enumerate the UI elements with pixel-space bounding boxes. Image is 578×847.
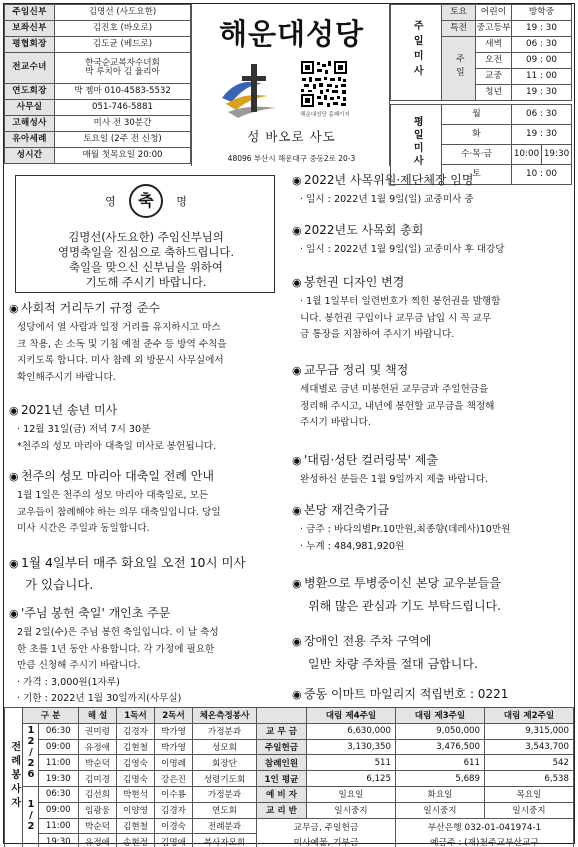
server-name: 박현석 (117, 786, 155, 802)
mass-time: 06 : 30 (512, 37, 572, 53)
server-name: 유정애 (79, 739, 117, 755)
saturday-label: 토요 (442, 5, 476, 21)
notice-candle-order (9, 605, 285, 708)
finance-value: 3,130,350 (307, 739, 396, 755)
servers-side-label: 전례봉사자 (5, 708, 23, 847)
mass-name: 청년 (476, 85, 512, 101)
finance-value: 542 (485, 755, 574, 771)
bullet-icon: ◉ (9, 470, 19, 483)
announcement-line: 기도해 주시기 바랍니다. (85, 275, 207, 289)
staff-label: 평협회장 (5, 37, 55, 53)
account-info: 부산은행 032-01-041974-1 (396, 818, 574, 834)
finance-label: 주일헌금 (257, 739, 307, 755)
finance-value: 6,538 (485, 771, 574, 787)
notice-appointment (292, 172, 574, 209)
server-name: 김명숙 (117, 771, 155, 787)
notice-general-meeting (292, 222, 574, 259)
notice-parking (292, 630, 574, 675)
church-logo-icon (218, 62, 282, 120)
col-header: 대림 제2주일 (485, 708, 574, 724)
notice-line: · 1월 1일부터 일련번호가 찍힌 봉헌권을 발행합 (300, 296, 501, 307)
staff-value: 미사 전 30분간 (55, 116, 191, 132)
notice-title: '대림·성탄 컬러링북' 제출 (304, 453, 438, 467)
finance-label: 교 리 반 (257, 802, 307, 818)
server-name: 김경자 (155, 802, 193, 818)
server-name: 김명애 (155, 834, 193, 847)
patron-saint: 성 바오로 사도 (247, 129, 336, 144)
notice-emart-mileage (292, 686, 574, 703)
col-header: 대림 제3주일 (396, 708, 485, 724)
bible-status: 일시중지 (485, 802, 574, 818)
staff-label: 고해성사 (5, 116, 55, 132)
mass-time: 19 : 30 (512, 21, 572, 37)
qr-caption: 해운대성당 홈페이지 (300, 112, 350, 118)
notice-line: 정리해 주시고, 내년에 봉헌할 교무금을 책정해 (300, 400, 495, 412)
mass-time: 11 : 00 (512, 69, 572, 85)
notice-title: 교무금 정리 및 책정 (304, 363, 409, 377)
staff-label: 성시간 (5, 148, 55, 164)
server-name: 김선희 (79, 786, 117, 802)
server-group: 가정분과 (193, 786, 257, 802)
server-group: 전례분과 (193, 818, 257, 834)
mass-schedule-table (390, 4, 572, 185)
prep-day: 일요일 (307, 786, 396, 802)
col-header: 2독서 (155, 708, 193, 724)
notice-title-cont: 위해 많은 관심과 기도 부탁드립니다. (308, 599, 501, 613)
bullet-icon: ◉ (9, 557, 19, 570)
church-name: 해운대성당 (218, 17, 365, 51)
prep-day: 화요일 (396, 786, 485, 802)
church-address: 48096 부산시 해운대구 중동2로 20-3 (227, 154, 356, 163)
staff-value (55, 53, 191, 84)
mass-name: 교중 (476, 69, 512, 85)
finance-label: 1인 평균 (257, 771, 307, 787)
server-name: 박가영 (155, 739, 193, 755)
bullet-icon: ◉ (292, 364, 302, 377)
finance-label: 참례인원 (257, 755, 307, 771)
account-holder: 예금주 : (재)천주교부산교구 (396, 834, 574, 847)
notice-line: · 금주 : 바다의별Pr.10만원,최종향(데레사)10만원 (300, 524, 511, 535)
notice-title-cont: 일반 차량 주차를 절대 금합니다. (308, 657, 478, 671)
notice-title: 천주의 성모 마리아 대축일 전례 안내 (21, 469, 214, 483)
account-label: 교무금, 주일헌금 (257, 818, 396, 834)
notice-line: · 누계 : 484,981,920원 (300, 540, 405, 552)
mass-time: 09 : 00 (512, 53, 572, 69)
staff-label: 보좌신부 (5, 21, 55, 37)
staff-value: 김도균 (베드로) (55, 37, 191, 53)
sister-order: 한국순교복자수녀회 (85, 57, 160, 68)
notice-line: 2월 2일(수)은 주님 봉헌 축일입니다. 이 날 축성 (17, 627, 219, 638)
sunday-mass-label: 주일미사 (391, 5, 442, 101)
notice-line: 니다. 봉헌권 구입이나 교무금 납입 시 꼭 교무 (300, 312, 492, 324)
time-cell: 09:00 (38, 802, 79, 818)
time-cell: 11:00 (38, 818, 79, 834)
time-cell: 06:30 (38, 786, 79, 802)
bible-status: 일시중지 (307, 802, 396, 818)
notice-title: 2021년 송년 미사 (21, 403, 118, 417)
seal-left-char: 영 (105, 195, 116, 208)
server-name: 박순덕 (79, 755, 117, 771)
date-cell: 12/26 (23, 723, 39, 786)
col-header: 대림 제4주일 (307, 708, 396, 724)
notice-line: 주시기 바랍니다. (300, 417, 371, 428)
server-group: 성령기도회 (193, 771, 257, 787)
server-name: 김영숙 (117, 755, 155, 771)
notice-title: 2022년도 사목회 총회 (304, 223, 424, 237)
notice-line: · 가격 : 3,000원(1자루) (17, 676, 120, 688)
weekday-mass-label: 평일미사 (391, 105, 442, 185)
mass-name: 새벽 (476, 37, 512, 53)
staff-value: 김진호 (바오로) (55, 21, 191, 37)
notice-title: 2022년 사목위원·제단체장 임명 (304, 173, 474, 187)
staff-label: 주임신부 (5, 5, 55, 21)
notice-year-end-mass (9, 402, 285, 455)
notice-title-cont: 가 있습니다. (25, 577, 94, 592)
staff-value: 토요일 (2주 전 신청) (55, 132, 191, 148)
announcement-line: 영명축일을 진심으로 축하드립니다. (58, 245, 234, 259)
staff-label: 사무실 (5, 100, 55, 116)
notice-title: 사회적 거리두기 규정 준수 (21, 301, 160, 315)
finance-label: 예 비 자 (257, 786, 307, 802)
mass-time: 10:00 (512, 145, 542, 165)
server-name: 김경자 (117, 723, 155, 739)
notice-line: 1월 1일은 천주의 성모 마리아 대축일로, 모든 (17, 490, 209, 501)
time-cell: 09:00 (38, 739, 79, 755)
bullet-icon: ◉ (9, 302, 19, 315)
finance-value: 9,315,000 (485, 723, 574, 739)
server-name: 이양영 (117, 802, 155, 818)
mass-time: 19 : 30 (512, 85, 572, 101)
date-cell: 1/2 (23, 786, 39, 847)
staff-value: 051-746-5881 (55, 100, 191, 116)
announcement-line: 축일을 맞으신 신부님을 위하여 (69, 260, 223, 274)
seal-center-char: 축 (129, 184, 163, 218)
server-name: 강은진 (155, 771, 193, 787)
server-group: 가정분과 (193, 723, 257, 739)
notice-prayer-sick (292, 572, 574, 617)
notice-title: 장애인 전용 주차 구역에 (304, 634, 432, 648)
announcement-line: 김명선(사도요한) 주임신부님의 (68, 230, 224, 244)
notice-title: '주님 봉헌 축일' 개인초 주문 (21, 606, 171, 620)
finance-value: 611 (396, 755, 485, 771)
finance-label: 교 무 금 (257, 723, 307, 739)
bullet-icon: ◉ (292, 174, 302, 187)
notice-title: 봉헌권 디자인 변경 (304, 275, 405, 289)
mass-time: 06 : 30 (512, 105, 572, 125)
server-group: 성모회 (193, 739, 257, 755)
notice-title: 1월 4일부터 매주 화요일 오전 10시 미사 (21, 555, 246, 570)
server-name: 김미경 (79, 771, 117, 787)
server-name: 임광웅 (79, 802, 117, 818)
notice-offering-design (292, 274, 574, 344)
time-cell: 11:00 (38, 755, 79, 771)
notice-line: 만큼 신청해 주시기 바랍니다. (17, 660, 141, 671)
notice-title: 병환으로 투병중이신 본당 교우분들을 (304, 576, 501, 590)
bullet-icon: ◉ (292, 577, 302, 590)
notice-line: 교우들이 참례해야 하는 의무 대축일입니다. 당일 (17, 506, 221, 518)
qr-code-icon[interactable] (300, 60, 348, 108)
mass-day: 수·목·금 (442, 145, 512, 165)
notice-distancing (9, 300, 285, 386)
bullet-icon: ◉ (292, 635, 302, 648)
staff-value: 박 젬마 010-4583-5532 (55, 84, 191, 100)
mass-day: 화 (442, 125, 512, 145)
col-header: 체온측정봉사 (193, 708, 257, 724)
mass-name: 오전 (476, 53, 512, 69)
notice-rebuild-fund (292, 502, 574, 555)
server-name: 유정애 (79, 834, 117, 847)
server-name: 권미령 (79, 723, 117, 739)
sunday-sub-label: 주일 (442, 37, 476, 101)
notice-line: · 기한 : 2022년 1월 30일까지(사무실) (17, 693, 182, 704)
notice-tuesday-mass (9, 552, 285, 595)
server-name: 송현정 (117, 834, 155, 847)
server-group: 연도회 (193, 802, 257, 818)
time-cell: 19:30 (38, 771, 79, 787)
col-header: 해 설 (79, 708, 117, 724)
mass-time: 19 : 30 (512, 125, 572, 145)
col-header (257, 708, 307, 724)
notice-solemnity (9, 468, 285, 538)
finance-value: 6,125 (307, 771, 396, 787)
bullet-icon: ◉ (9, 607, 19, 620)
account-label: 미사예물, 기부금 (257, 834, 396, 847)
server-name: 박가영 (155, 723, 193, 739)
servers-finance-table (4, 707, 574, 847)
notice-line: 완성하신 분들은 1월 9일까지 제출 바랍니다. (300, 474, 489, 485)
server-name: 김현철 (117, 818, 155, 834)
bullet-icon: ◉ (292, 454, 302, 467)
mass-day: 토 (442, 165, 512, 185)
notice-line: 금 통장을 지참하여 주시기 바랍니다. (300, 329, 455, 340)
feast-seal (16, 184, 276, 224)
time-cell: 19:30 (38, 834, 79, 847)
server-name: 이경숙 (155, 818, 193, 834)
staff-label: 연도회장 (5, 84, 55, 100)
bullet-icon: ◉ (292, 504, 302, 517)
finance-value: 9,050,000 (396, 723, 485, 739)
notice-dues (292, 362, 574, 432)
finance-value: 5,689 (396, 771, 485, 787)
announcement-text (16, 230, 276, 290)
bullet-icon: ◉ (292, 224, 302, 237)
server-name: 박순덕 (79, 818, 117, 834)
masthead (191, 4, 390, 166)
mass-time: 방학중 (512, 5, 572, 21)
server-group: 회장단 (193, 755, 257, 771)
notice-line: · 일시 : 2022년 1월 9일(일) 교중미사 후 대강당 (300, 244, 505, 255)
staff-label: 유아세례 (5, 132, 55, 148)
finance-value: 3,543,700 (485, 739, 574, 755)
server-group: 복사자모회 (193, 834, 257, 847)
staff-value: 매월 첫목요일 20:00 (55, 148, 191, 164)
notice-line: 미사 시간은 주일과 동일합니다. (17, 523, 150, 534)
bible-status: 일시중지 (396, 802, 485, 818)
notice-line: · 12월 31일(금) 저녁 7시 30분 (17, 424, 151, 435)
notice-line: 세대별로 금년 미봉헌된 교무금과 주일헌금을 (300, 384, 489, 395)
bullet-icon: ◉ (292, 276, 302, 289)
mass-name: 어린이 (476, 5, 512, 21)
seal-right-char: 명 (176, 195, 187, 208)
mass-day: 월 (442, 105, 512, 125)
staff-label: 전교수녀 (5, 53, 55, 84)
notice-line: 한 초를 1년 동안 사용합니다. 각 가정에 필요한 (17, 643, 215, 655)
notice-line: *천주의 성모 마리아 대축일 미사로 봉헌됩니다. (17, 440, 217, 452)
bullet-icon: ◉ (9, 404, 19, 417)
finance-value: 511 (307, 755, 396, 771)
time-cell: 06:30 (38, 723, 79, 739)
server-name: 이수룡 (155, 786, 193, 802)
notice-line: 확인해주시기 바랍니다. (17, 371, 116, 383)
notice-line: · 일시 : 2022년 1월 9일(일) 교중미사 중 (300, 194, 474, 205)
notice-coloring-book (292, 452, 574, 489)
staff-value: 김명선 (사도요한) (55, 5, 191, 21)
finance-value: 6,630,000 (307, 723, 396, 739)
col-header: 구 분 (23, 708, 79, 724)
mass-time: 10 : 00 (512, 165, 572, 185)
server-name: 김현철 (117, 739, 155, 755)
prep-day: 목요일 (485, 786, 574, 802)
notice-line: 지키도록 합니다. 미사 참례 외 방문시 사무실에서 (17, 355, 224, 366)
bullet-icon: ◉ (292, 688, 302, 701)
server-name: 이명례 (155, 755, 193, 771)
mass-name: 중고등부 (476, 21, 512, 37)
feast-announcement-box (15, 175, 275, 293)
sister-names: 박 루치아 김 율리아 (85, 67, 160, 77)
notice-title: 중동 이마트 마일리지 적립번호 : 0221 (304, 687, 509, 701)
notice-line: 성당에서 열 사람과 일정 거리를 유지하시고 마스 (17, 322, 221, 333)
notice-title: 본당 재건축기금 (304, 503, 389, 517)
special-label: 특전 (442, 21, 476, 37)
mass-time: 19:30 (542, 145, 572, 165)
col-header: 1독서 (117, 708, 155, 724)
staff-info-table (4, 4, 191, 164)
notice-line: 크 착용, 손 소독 및 기침 예절 준수 등 방역 수칙을 (17, 338, 227, 350)
finance-value: 3,476,500 (396, 739, 485, 755)
